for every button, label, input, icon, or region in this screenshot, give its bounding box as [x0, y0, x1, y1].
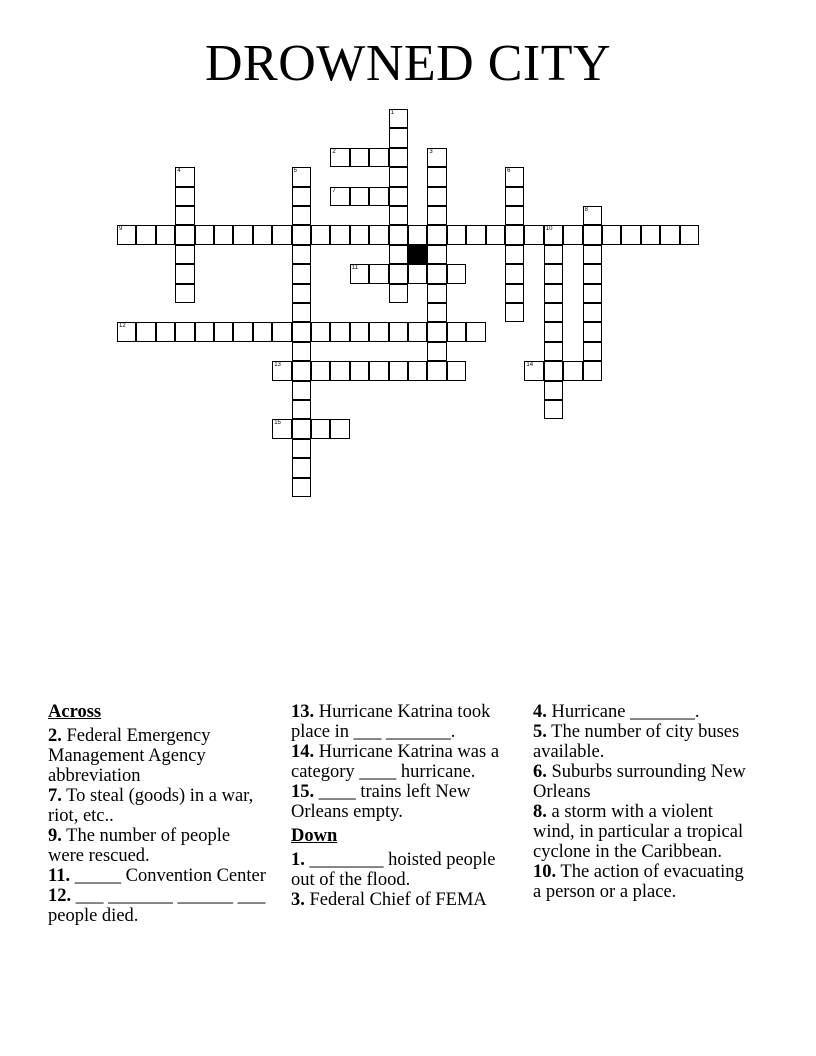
grid-cell[interactable]: [350, 361, 369, 380]
clue-down-5: 5. The number of city buses available.: [533, 722, 740, 762]
grid-cell[interactable]: [369, 187, 388, 206]
grid-cell[interactable]: [447, 264, 466, 283]
grid-cell[interactable]: [544, 225, 563, 244]
grid-cell[interactable]: [583, 284, 602, 303]
grid-cell[interactable]: [660, 225, 679, 244]
clue-down-4: 4. Hurricane _______.: [533, 702, 700, 722]
grid-cell[interactable]: [427, 148, 446, 167]
grid-cell[interactable]: [408, 322, 427, 341]
grid-cell[interactable]: [156, 322, 175, 341]
grid-cell[interactable]: [583, 206, 602, 225]
grid-cell[interactable]: [389, 148, 408, 167]
grid-cell[interactable]: [427, 225, 446, 244]
grid-cell[interactable]: [583, 342, 602, 361]
clue-down-6: 6. Suburbs surrounding New Orleans: [533, 762, 746, 802]
grid-cell[interactable]: [524, 225, 543, 244]
grid-cell[interactable]: [505, 264, 524, 283]
grid-cell[interactable]: [330, 225, 349, 244]
grid-cell[interactable]: [427, 322, 446, 341]
grid-cell[interactable]: [175, 167, 194, 186]
grid-cell[interactable]: [330, 361, 349, 380]
grid-cell[interactable]: [292, 264, 311, 283]
clue-number: 7: [332, 187, 336, 194]
grid-cell[interactable]: [389, 225, 408, 244]
grid-cell[interactable]: [621, 225, 640, 244]
grid-cell[interactable]: [583, 322, 602, 341]
clue-down-1: 1. ________ hoisted people out of the flood.: [291, 850, 496, 890]
grid-cell[interactable]: [505, 206, 524, 225]
clue-column-2: [291, 702, 523, 910]
grid-cell[interactable]: [369, 322, 388, 341]
clue-across-2: 2. Federal Emergency Management Agency abbreviation: [48, 726, 211, 786]
grid-cell[interactable]: [311, 322, 330, 341]
clue-number: 13: [274, 362, 281, 369]
blocked-square: [408, 245, 427, 264]
grid-cell[interactable]: [505, 167, 524, 186]
grid-cell[interactable]: [292, 206, 311, 225]
grid-cell[interactable]: [117, 225, 136, 244]
grid-cell[interactable]: [292, 225, 311, 244]
grid-cell[interactable]: [447, 322, 466, 341]
grid-cell[interactable]: [311, 419, 330, 438]
grid-cell[interactable]: [544, 342, 563, 361]
grid-cell[interactable]: [447, 361, 466, 380]
grid-cell[interactable]: [233, 322, 252, 341]
clue-down-10: 10. The action of evacuating a person or a place.: [533, 862, 744, 902]
clue-number: 9: [119, 226, 123, 233]
grid-cell[interactable]: [583, 303, 602, 322]
grid-cell[interactable]: [447, 225, 466, 244]
grid-cell[interactable]: [292, 342, 311, 361]
grid-cell[interactable]: [272, 225, 291, 244]
grid-cell[interactable]: [389, 245, 408, 264]
grid-cell[interactable]: [544, 381, 563, 400]
clue-across-14: 14. Hurricane Katrina was a category ____ hurricane.: [291, 742, 500, 782]
grid-cell[interactable]: [563, 225, 582, 244]
grid-cell[interactable]: [389, 109, 408, 128]
grid-cell[interactable]: [583, 264, 602, 283]
grid-cell[interactable]: [156, 225, 175, 244]
grid-cell[interactable]: [486, 225, 505, 244]
grid-cell[interactable]: [369, 148, 388, 167]
grid-cell[interactable]: [544, 322, 563, 341]
clue-number: 8: [584, 207, 588, 213]
grid-cell[interactable]: [544, 400, 563, 419]
grid-cell[interactable]: [583, 245, 602, 264]
clue-number: 10: [545, 226, 553, 233]
grid-cell[interactable]: [427, 245, 446, 264]
grid-cell[interactable]: [680, 225, 699, 244]
grid-cell[interactable]: [117, 322, 136, 341]
grid-cell[interactable]: [233, 225, 252, 244]
grid-cell[interactable]: [136, 225, 155, 244]
grid-cell[interactable]: [408, 264, 427, 283]
grid-cell[interactable]: [292, 303, 311, 322]
grid-cell[interactable]: [292, 439, 311, 458]
grid-cell[interactable]: [311, 225, 330, 244]
grid-cell[interactable]: [505, 187, 524, 206]
clue-across-15: 15. ____ trains left New Orleans empty.: [291, 782, 471, 822]
grid-cell[interactable]: [292, 361, 311, 380]
grid-cell[interactable]: [408, 225, 427, 244]
grid-cell[interactable]: [602, 225, 621, 244]
puzzle-title: DROWNED CITY: [204, 35, 612, 92]
grid-cell[interactable]: [292, 400, 311, 419]
clue-across-11: 11. _____ Convention Center: [48, 866, 266, 886]
grid-cell[interactable]: [292, 419, 311, 438]
grid-cell[interactable]: [350, 187, 369, 206]
grid-cell[interactable]: [389, 361, 408, 380]
grid-cell[interactable]: [136, 322, 155, 341]
grid-cell[interactable]: [175, 322, 194, 341]
grid-cell[interactable]: [330, 187, 349, 206]
grid-cell[interactable]: [350, 264, 369, 283]
clue-column-3: [533, 702, 748, 902]
grid-cell[interactable]: [175, 187, 194, 206]
grid-cell[interactable]: [466, 225, 485, 244]
grid-cell[interactable]: [272, 322, 291, 341]
grid-cell[interactable]: [641, 225, 660, 244]
grid-cell[interactable]: [524, 361, 543, 380]
grid-cell[interactable]: [389, 167, 408, 186]
clue-across-12: 12. ___ _______ ______ ___ people died.: [48, 886, 266, 926]
clue-across-9: 9. The number of people were rescued.: [48, 826, 231, 866]
grid-cell[interactable]: [350, 322, 369, 341]
grid-cell[interactable]: [427, 361, 446, 380]
grid-cell[interactable]: [195, 225, 214, 244]
across-heading: Across: [48, 702, 102, 722]
grid-cell[interactable]: [175, 264, 194, 283]
grid-cell[interactable]: [292, 245, 311, 264]
grid-cell[interactable]: [272, 361, 291, 380]
clue-across-7: 7. To steal (goods) in a war, riot, etc..: [48, 786, 254, 826]
grid-cell[interactable]: [389, 128, 408, 147]
grid-cell[interactable]: [544, 361, 563, 380]
clue-number: 6: [507, 168, 511, 175]
grid-cell[interactable]: [544, 264, 563, 283]
grid-cell[interactable]: [427, 284, 446, 303]
grid-cell[interactable]: [505, 245, 524, 264]
grid-cell[interactable]: [292, 187, 311, 206]
grid-cell[interactable]: [369, 225, 388, 244]
grid-cell[interactable]: [350, 225, 369, 244]
grid-cell[interactable]: [292, 381, 311, 400]
grid-cell[interactable]: [389, 206, 408, 225]
grid-cell[interactable]: [253, 225, 272, 244]
grid-cell[interactable]: [505, 284, 524, 303]
grid-cell[interactable]: [292, 284, 311, 303]
grid-cell[interactable]: [544, 284, 563, 303]
clue-number: 5: [293, 168, 297, 175]
grid-cell[interactable]: [330, 419, 349, 438]
grid-cell[interactable]: [369, 264, 388, 283]
grid-cell[interactable]: [214, 322, 233, 341]
grid-cell[interactable]: [427, 187, 446, 206]
grid-cell[interactable]: [389, 322, 408, 341]
grid-cell[interactable]: [389, 284, 408, 303]
grid-cell[interactable]: [369, 361, 388, 380]
clue-down-3: 3. Federal Chief of FEMA: [291, 890, 487, 910]
grid-cell[interactable]: [427, 167, 446, 186]
grid-cell[interactable]: [175, 225, 194, 244]
grid-cell[interactable]: [292, 322, 311, 341]
grid-cell[interactable]: [427, 206, 446, 225]
grid-cell[interactable]: [389, 187, 408, 206]
grid-cell[interactable]: [505, 303, 524, 322]
clue-column-1: [48, 702, 268, 926]
clue-number: 4: [177, 168, 181, 175]
grid-cell[interactable]: [214, 225, 233, 244]
grid-cell[interactable]: [195, 322, 214, 341]
grid-cell[interactable]: [175, 284, 194, 303]
clue-number: 11: [351, 265, 359, 272]
grid-cell[interactable]: [253, 322, 272, 341]
clue-number: 1: [390, 110, 394, 116]
grid-cell[interactable]: [427, 303, 446, 322]
grid-cell[interactable]: [330, 148, 349, 167]
grid-cell[interactable]: [408, 361, 427, 380]
grid-cell[interactable]: [292, 458, 311, 477]
grid-cell[interactable]: [389, 264, 408, 283]
grid-cell[interactable]: [427, 342, 446, 361]
grid-cell[interactable]: [350, 148, 369, 167]
grid-cell[interactable]: [292, 167, 311, 186]
grid-cell[interactable]: [272, 419, 291, 438]
clue-down-8: 8. a storm with a violent wind, in particular a tropical cyclone in the Caribbean.: [533, 802, 744, 862]
clue-number: 2: [332, 148, 336, 155]
grid-cell[interactable]: [544, 303, 563, 322]
grid-cell[interactable]: [175, 206, 194, 225]
grid-cell[interactable]: [563, 361, 582, 380]
clue-number: 14: [526, 362, 534, 369]
clue-across-13: 13. Hurricane Katrina took place in ___ _______.: [291, 702, 491, 742]
grid-cell[interactable]: [466, 322, 485, 341]
clue-number: 15: [274, 420, 281, 427]
clue-number: 3: [429, 148, 433, 155]
grid-cell[interactable]: [583, 225, 602, 244]
grid-cell[interactable]: [583, 361, 602, 380]
clue-number: 12: [119, 323, 126, 330]
grid-cell[interactable]: [292, 478, 311, 497]
grid-cell[interactable]: [330, 322, 349, 341]
grid-cell[interactable]: [175, 245, 194, 264]
grid-cell[interactable]: [427, 264, 446, 283]
grid-cell[interactable]: [311, 361, 330, 380]
grid-cell[interactable]: [505, 225, 524, 244]
down-heading: Down: [291, 826, 338, 846]
grid-cell[interactable]: [544, 245, 563, 264]
